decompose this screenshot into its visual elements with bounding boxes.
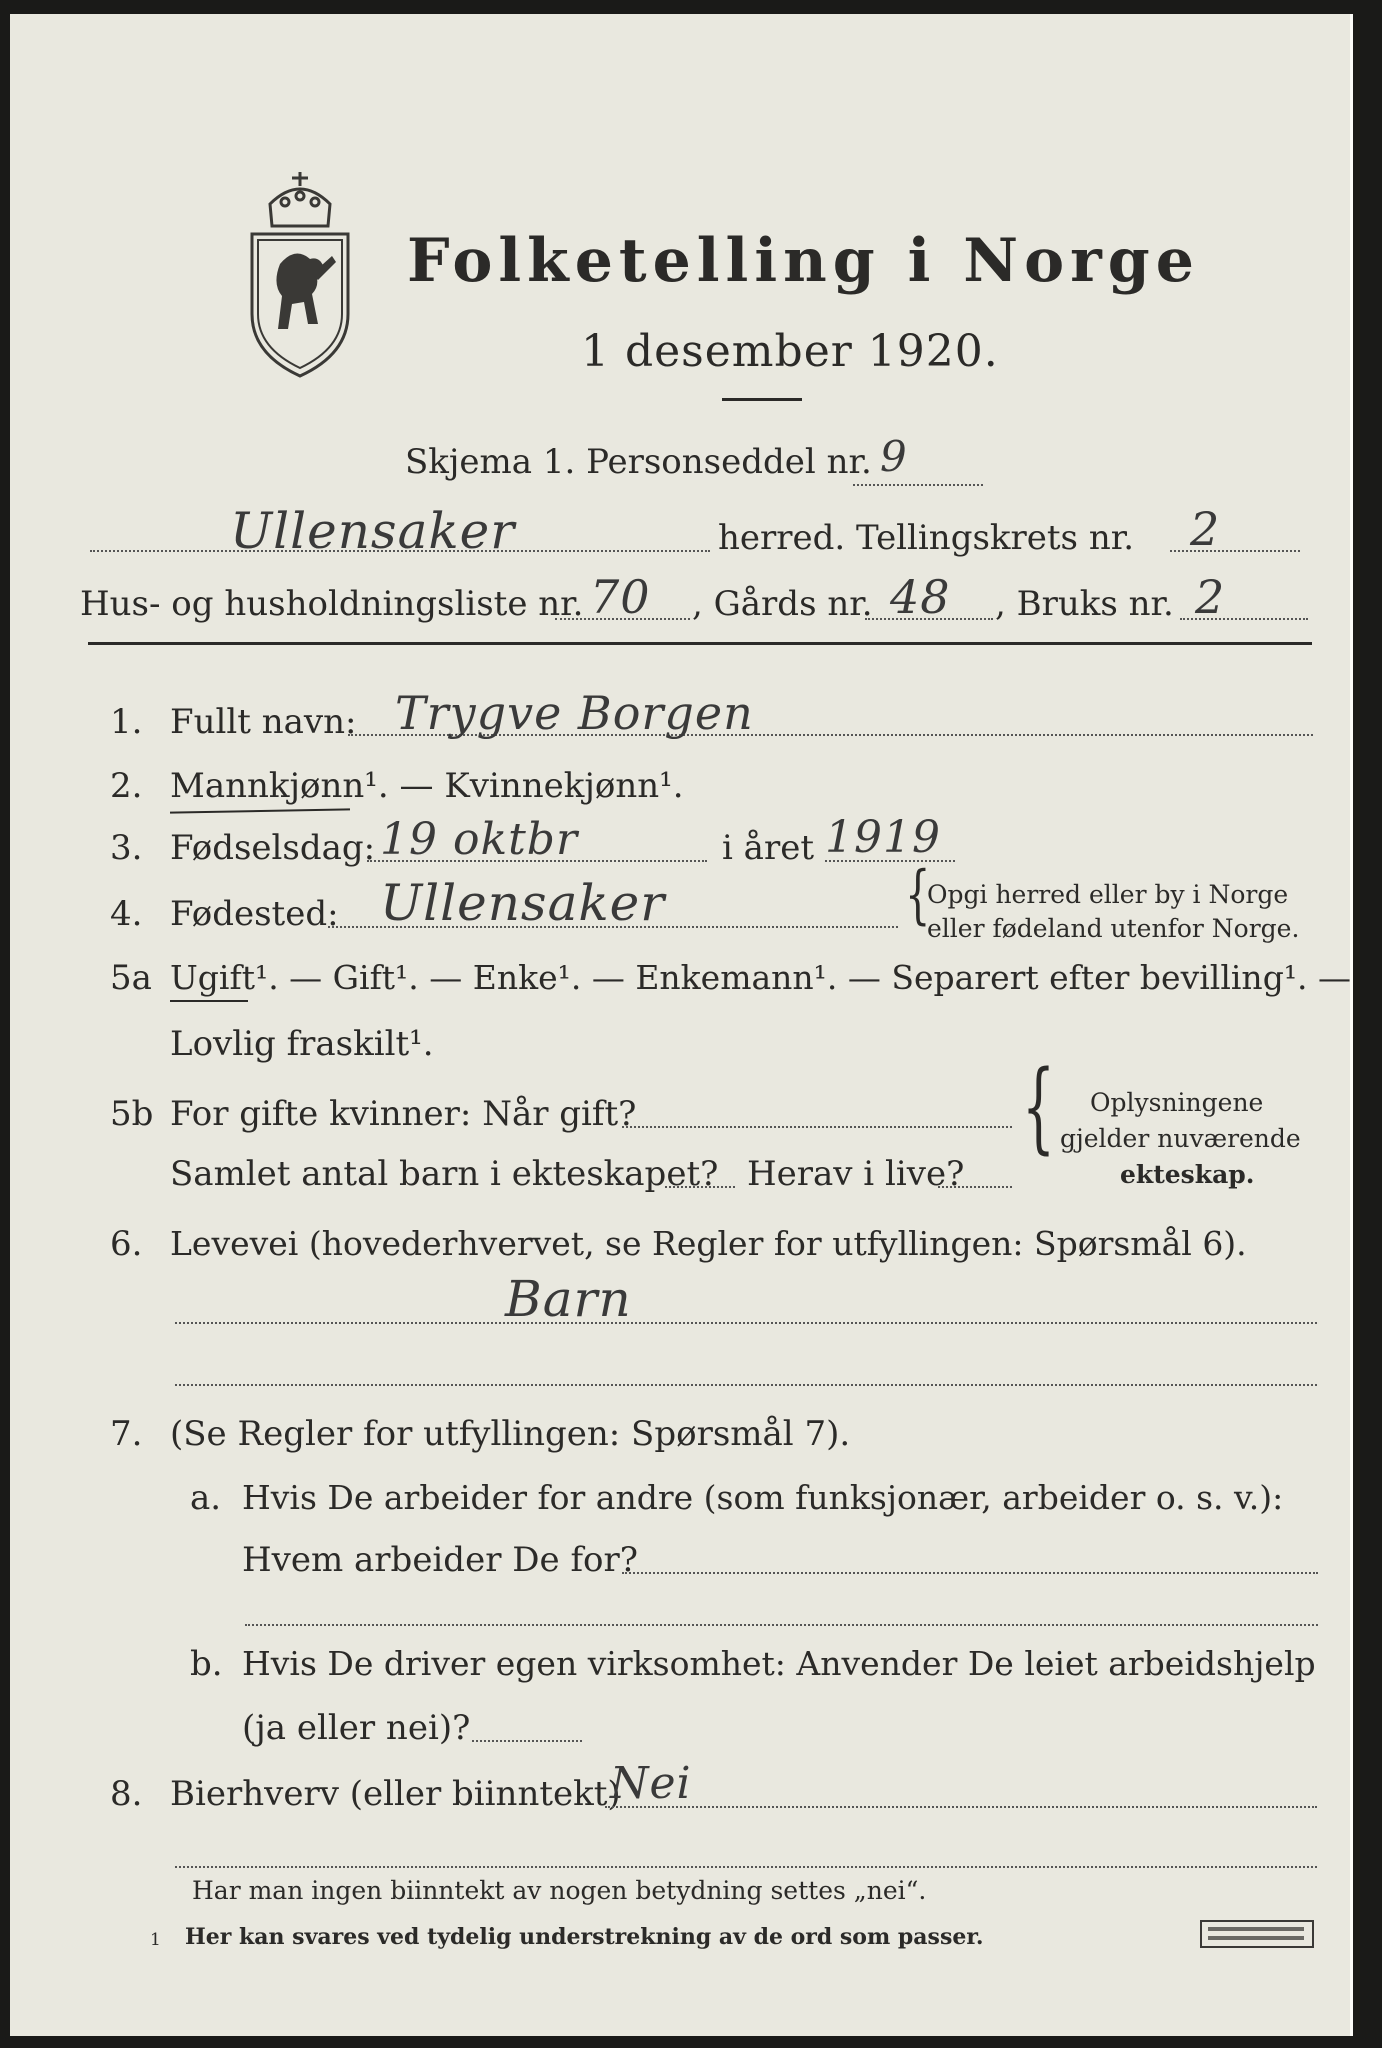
skjema-label: Skjema 1. Personseddel nr. (405, 442, 872, 482)
q5b-married-line[interactable] (622, 1126, 1012, 1128)
q4-label: Fødested: (170, 894, 339, 934)
q8-label: Bierhverv (eller biinntekt) (170, 1774, 621, 1814)
q8-extra-line[interactable] (175, 1866, 1317, 1868)
q7a-extra-line[interactable] (245, 1624, 1318, 1626)
q5b-note-line1: Oplysningene (1090, 1088, 1264, 1117)
q6-label: Levevei (hovederhvervet, se Regler for utfyllingen: Spørsmål 6). (170, 1224, 1247, 1263)
husholdning-label: Hus- og husholdningsliste nr. (80, 584, 584, 624)
q4-note-line1: Opgi herred eller by i Norge (927, 880, 1289, 909)
coat-of-arms-icon (240, 164, 360, 384)
q6-line2 (175, 1384, 1317, 1386)
q5b-note-line2: gjelder nuværende (1060, 1124, 1301, 1153)
gards-label: , Gårds nr. (692, 584, 873, 624)
herred-value[interactable]: Ullensaker (230, 502, 516, 560)
census-form-page (10, 14, 1353, 2036)
q4-number: 4. (110, 894, 143, 934)
q7a-line2: Hvem arbeider De for? (242, 1540, 638, 1580)
q1-full-name-value[interactable]: Trygve Borgen (395, 686, 754, 740)
q1-label: Fullt navn: (170, 702, 357, 742)
q5b-alive-line[interactable] (938, 1186, 1012, 1188)
personseddel-nr-value[interactable]: 9 (880, 432, 908, 481)
q6-number: 6. (110, 1224, 143, 1264)
bruks-nr-value[interactable]: 2 (1195, 570, 1226, 624)
footnote-text: Her kan svares ved tydelig understrekning av de ord som passer. (185, 1924, 984, 1950)
q4-note-line2: eller fødeland utenfor Norge. (927, 914, 1300, 943)
q7b-line1: Hvis De driver egen virksomhet: Anvender De leiet arbeidshjelp (242, 1644, 1316, 1683)
q5a-underline-mark (170, 1000, 248, 1002)
q7b-letter: b. (190, 1644, 223, 1684)
q5b-brace: { (1022, 1051, 1056, 1165)
q3-year-label: i året (722, 828, 814, 868)
q5b-children-line[interactable] (665, 1186, 735, 1188)
q3-year-value[interactable]: 1919 (825, 812, 941, 863)
q3-number: 3. (110, 828, 143, 868)
printer-stamp (1200, 1920, 1314, 1948)
husholdning-nr-value[interactable]: 70 (590, 570, 651, 624)
census-date: 1 desember 1920. (581, 326, 999, 377)
q3-birthday-value[interactable]: 19 oktbr (380, 814, 579, 865)
q5b-line2a: Samlet antal barn i ekteskapet? (170, 1154, 719, 1194)
q2-sex-options: Mannkjønn¹. — Kvinnekjønn¹. (170, 766, 684, 806)
q5a-line1: Ugift¹. — Gift¹. — Enke¹. — Enkemann¹. — Separert efter bevilling¹. — (170, 958, 1352, 997)
bruks-label: , Bruks nr. (995, 584, 1174, 624)
q3-label: Fødselsdag: (170, 828, 376, 868)
personseddel-line (853, 484, 983, 486)
footnote-marker: 1 (150, 1930, 161, 1950)
q5a-number: 5a (110, 958, 152, 998)
q6-line1 (175, 1322, 1317, 1324)
q7-label: (Se Regler for utfyllingen: Spørsmål 7). (170, 1414, 851, 1454)
q5b-number: 5b (110, 1094, 154, 1134)
q5b-line1: For gifte kvinner: Når gift? (170, 1094, 637, 1134)
q8-number: 8. (110, 1774, 143, 1814)
q7b-line2: (ja eller nei)? (242, 1708, 471, 1748)
header-rule (88, 642, 1312, 645)
q7a-employer-line[interactable] (622, 1572, 1318, 1574)
q1-number: 1. (110, 702, 143, 742)
q8-side-income-value[interactable]: Nei (610, 1758, 692, 1809)
q7b-answer-line[interactable] (472, 1740, 582, 1742)
q4-birthplace-value[interactable]: Ullensaker (380, 874, 666, 932)
q8-line (605, 1806, 1317, 1808)
q7a-letter: a. (190, 1478, 222, 1518)
q2-number: 2. (110, 766, 143, 806)
q2-underline-mark (170, 808, 350, 813)
q7-number: 7. (110, 1414, 143, 1454)
q8-note: Har man ingen biinntekt av nogen betydning settes „nei“. (192, 1876, 927, 1905)
q4-brace: { (905, 858, 931, 932)
form-title: Folketelling i Norge (407, 226, 1200, 296)
gards-nr-value[interactable]: 48 (890, 570, 951, 624)
q7a-line1: Hvis De arbeider for andre (som funksjonær, arbeider o. s. v.): (242, 1478, 1284, 1517)
q5a-line2: Lovlig fraskilt¹. (170, 1024, 434, 1064)
herred-label: herred. Tellingskrets nr. (718, 518, 1135, 558)
q6-occupation-value[interactable]: Barn (505, 1270, 632, 1328)
tellingskrets-nr-value[interactable]: 2 (1190, 502, 1221, 556)
q5b-note-line3: ekteskap. (1120, 1160, 1255, 1189)
title-divider (722, 398, 802, 401)
q5b-line2b: Herav i live? (747, 1154, 965, 1194)
